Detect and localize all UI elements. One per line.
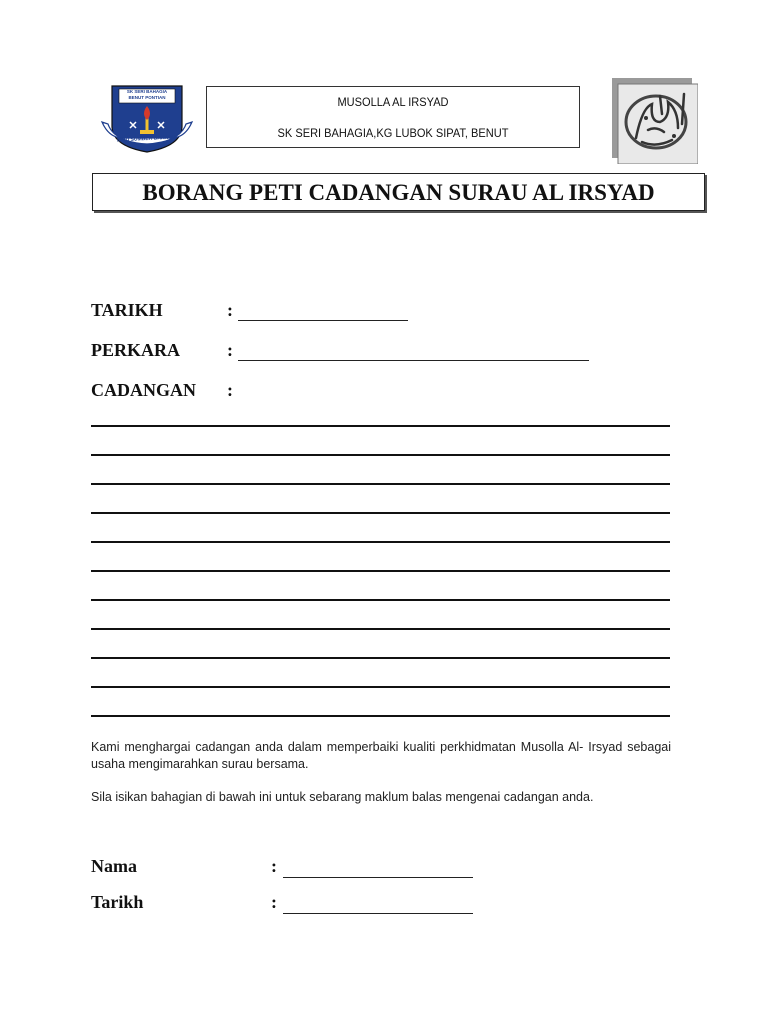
cadangan-line-1[interactable]: [91, 425, 670, 427]
cadangan-line-3[interactable]: [91, 483, 670, 485]
perkara-input-line[interactable]: [238, 360, 589, 361]
nama-label: Nama: [91, 856, 137, 876]
nama-input-line[interactable]: [283, 877, 473, 878]
org-address: SK SERI BAHAGIA,KG LUBOK SIPAT, BENUT: [277, 126, 509, 140]
arabic-calligraphy-icon: [612, 78, 698, 164]
cadangan-line-4[interactable]: [91, 512, 670, 514]
cadangan-line-9[interactable]: [91, 657, 670, 659]
feedback-tarikh-input-line[interactable]: [283, 913, 473, 914]
school-logo-motto: ILMU SUMBER BAHAGIA: [116, 134, 178, 144]
school-logo: [100, 80, 194, 156]
cadangan-line-7[interactable]: [91, 599, 670, 601]
instruction-note: Sila isikan bahagian di bawah ini untuk sebarang maklum balas mengenai cadangan anda.: [91, 790, 594, 804]
feedback-tarikh-label: Tarikh: [91, 892, 144, 912]
perkara-colon: :: [227, 340, 233, 360]
cadangan-label: CADANGAN: [91, 380, 196, 400]
cadangan-line-5[interactable]: [91, 541, 670, 543]
appreciation-note: Kami menghargai cadangan anda dalam memperbaiki kualiti perkhidmatan Musolla Al- Irsyad sebagai usaha mengimarahkan surau bersama.: [91, 740, 671, 771]
tarikh-input-line[interactable]: [238, 320, 408, 321]
cadangan-line-10[interactable]: [91, 686, 670, 688]
perkara-label: PERKARA: [91, 340, 180, 360]
tarikh-colon: :: [227, 300, 233, 320]
tarikh-label: TARIKH: [91, 300, 163, 320]
nama-colon: :: [271, 856, 277, 876]
cadangan-line-2[interactable]: [91, 454, 670, 456]
cadangan-line-8[interactable]: [91, 628, 670, 630]
cadangan-line-6[interactable]: [91, 570, 670, 572]
org-name: MUSOLLA AL IRSYAD: [337, 95, 449, 109]
form-title: BORANG PETI CADANGAN SURAU AL IRSYAD: [92, 173, 705, 211]
cadangan-colon: :: [227, 380, 233, 400]
feedback-tarikh-colon: :: [271, 892, 277, 912]
header-box: [206, 86, 580, 148]
cadangan-line-11[interactable]: [91, 715, 670, 717]
school-logo-top-text: SK SERI BAHAGIA BENUT PONTIAN: [126, 89, 168, 100]
calligraphy-logo: [612, 78, 698, 164]
